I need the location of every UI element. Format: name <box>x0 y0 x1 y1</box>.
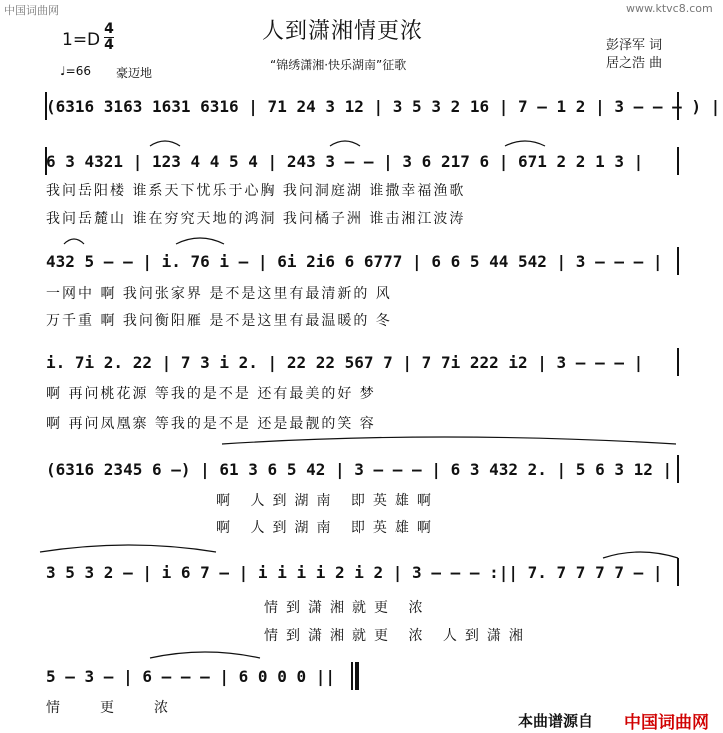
system-4-verse-1: 啊 再问桃花源 等我的是不是 还有最美的好 梦 <box>46 386 376 402</box>
system-3-verse-1: 一网中 啊 我问张家界 是不是这里有最清新的 风 <box>46 286 392 302</box>
system-5-verse-1: 啊 人到湖南 即英雄啊 <box>216 493 439 509</box>
tempo-mark: ♩=66 <box>60 64 91 78</box>
key-signature: 1=D <box>62 30 101 50</box>
song-subtitle: “锦绣潇湘·快乐湖南”征歌 <box>270 58 407 72</box>
system-3-notes: 432 5 – – | i. 76 i – | 6i 2i6 6 6777 | 6 6 5 44 542 | 3 – – – | <box>46 252 663 271</box>
system-3-verse-2: 万千重 啊 我问衡阳雁 是不是这里有最温暖的 冬 <box>46 313 392 329</box>
system-2-verse-2: 我问岳麓山 谁在穷究天地的鸿洞 我问橘子洲 谁击湘江波涛 <box>46 211 466 227</box>
system-2-verse-1: 我问岳阳楼 谁系天下忧乐于心胸 我问洞庭湖 谁撒幸福渔歌 <box>46 183 466 199</box>
lyricist-credit: 彭泽军 词 <box>606 38 663 53</box>
song-title: 人到潇湘情更浓 <box>262 19 424 44</box>
system-4-notes: i. 7i 2. 22 | 7 3 i 2. | 22 22 567 7 | 7 7i 222 i2 | 3 – – – | <box>46 353 644 372</box>
system-5-verse-2: 啊 人到湖南 即英雄啊 <box>216 520 439 536</box>
system-7-verse-1: 情更浓 <box>46 700 208 716</box>
system-5-notes: (6316 2345 6 –) | 61 3 6 5 42 | 3 – – – | 6 3 432 2. | 5 6 3 12 | <box>46 460 673 479</box>
watermark-right: www.ktvc8.com <box>626 2 713 15</box>
watermark-left: 中国词曲网 <box>4 4 59 17</box>
meter-bottom: 4 <box>104 37 114 53</box>
expression-mark: 豪迈地 <box>116 66 153 80</box>
system-7-notes: 5 – 3 – | 6 – – – | 6 0 0 0 || <box>46 667 335 686</box>
system-6-verse-2: 情到潇湘就更 浓 人到潇湘 <box>264 628 531 644</box>
source-label: 本曲谱源自 <box>518 712 594 730</box>
system-6-verse-1: 情到潇湘就更 浓 <box>264 600 431 616</box>
system-6-notes: 3 5 3 2 – | i 6 7 – | i i i i 2 i 2 | 3 – – – :|| 7. 7 7 7 7 – | <box>46 563 663 582</box>
system-2-notes: 6 3 4321 | 123 4 4 5 4 | 243 3 – – | 3 6 217 6 | 671 2 2 1 3 | <box>46 152 644 171</box>
system-1-notes: (6316 3163 1631 6316 | 71 24 3 12 | 3 5 3 2 16 | 7 – 1 2 | 3 – – – ) | <box>46 97 721 116</box>
composer-credit: 居之浩 曲 <box>606 56 663 71</box>
system-4-verse-2: 啊 再问凤凰寨 等我的是不是 还是最靓的笑 容 <box>46 416 376 432</box>
source-site: 中国词曲网 <box>624 713 709 733</box>
meter-top: 4 <box>104 21 114 37</box>
